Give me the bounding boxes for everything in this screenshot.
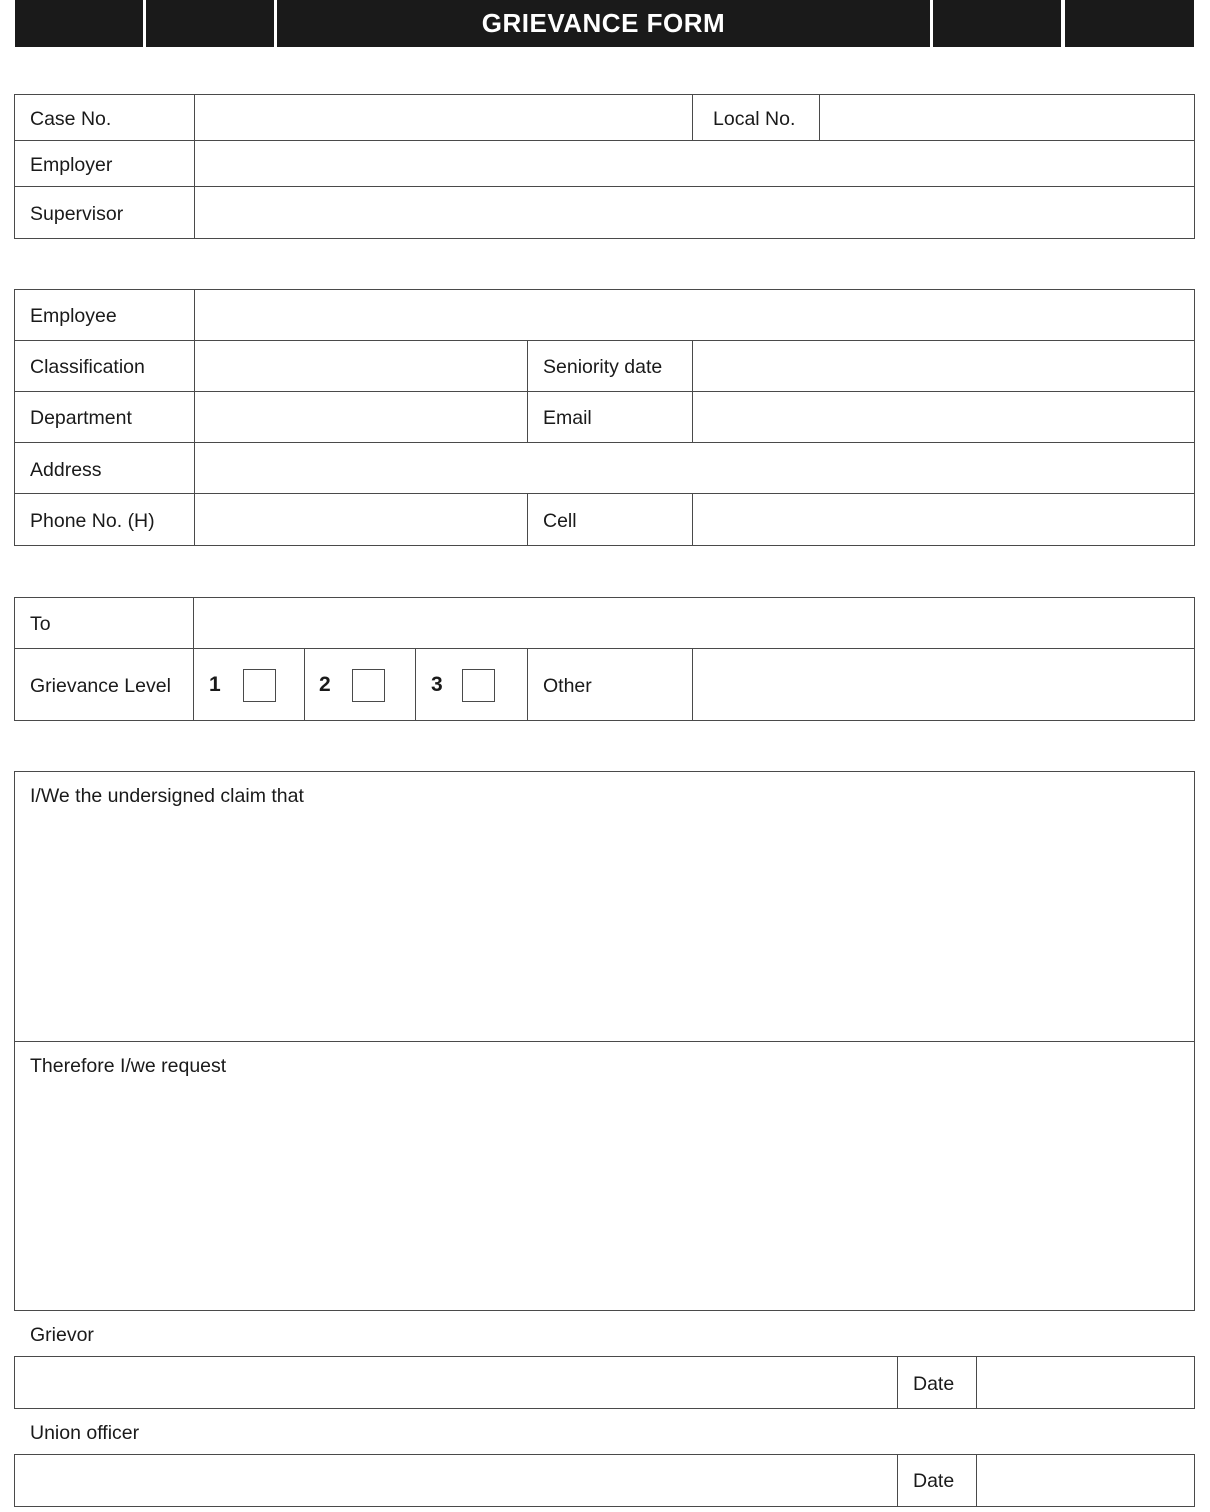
divider: [897, 1454, 898, 1507]
header-bar-segment-4: [933, 0, 1061, 47]
classification-label: Classification: [30, 356, 145, 378]
cell-field[interactable]: [693, 494, 1194, 545]
seniority-date-label: Seniority date: [543, 356, 663, 378]
level-2-number: 2: [319, 673, 331, 696]
level-1-number: 1: [209, 673, 221, 696]
divider: [527, 648, 528, 721]
phone-label: Phone No. (H): [30, 510, 155, 532]
form-title: GRIEVANCE FORM: [277, 0, 930, 47]
other-label: Other: [543, 675, 592, 697]
phone-field[interactable]: [195, 494, 527, 545]
union-officer-label: Union officer: [30, 1422, 140, 1444]
level-1-checkbox[interactable]: [243, 669, 276, 702]
union-officer-date-label: Date: [913, 1470, 955, 1492]
to-label: To: [30, 613, 51, 635]
request-textarea[interactable]: [15, 1085, 1194, 1310]
header-bar-segment-2: [146, 0, 274, 47]
divider: [14, 1041, 1195, 1042]
union-officer-date-field[interactable]: [977, 1455, 1194, 1506]
address-label: Address: [30, 459, 102, 481]
employer-field[interactable]: [195, 141, 1194, 186]
union-officer-signature-field[interactable]: [15, 1455, 897, 1506]
divider: [415, 648, 416, 721]
divider: [527, 493, 528, 546]
divider: [897, 1356, 898, 1409]
grievor-signature-field[interactable]: [15, 1357, 897, 1408]
to-field[interactable]: [194, 598, 1194, 648]
request-label: Therefore I/we request: [30, 1055, 227, 1077]
local-no-field[interactable]: [820, 95, 1194, 140]
grievance-level-label: Grievance Level: [30, 675, 171, 697]
department-label: Department: [30, 407, 132, 429]
other-field[interactable]: [693, 649, 1194, 720]
level-2-checkbox[interactable]: [352, 669, 385, 702]
level-3-number: 3: [431, 673, 443, 696]
case-no-field[interactable]: [195, 95, 692, 140]
header-bar-segment-1: [15, 0, 143, 47]
divider: [527, 340, 528, 443]
email-label: Email: [543, 407, 592, 429]
classification-field[interactable]: [195, 341, 527, 391]
claim-textarea[interactable]: [15, 815, 1194, 1040]
claim-label: I/We the undersigned claim that: [30, 785, 304, 807]
divider: [692, 94, 693, 141]
employer-label: Employer: [30, 154, 113, 176]
supervisor-label: Supervisor: [30, 203, 124, 225]
employee-field[interactable]: [195, 290, 1194, 340]
email-field[interactable]: [693, 392, 1194, 442]
header-bar-segment-5: [1065, 0, 1194, 47]
department-field[interactable]: [195, 392, 527, 442]
grievor-label: Grievor: [30, 1324, 94, 1346]
level-3-checkbox[interactable]: [462, 669, 495, 702]
cell-label: Cell: [543, 510, 577, 532]
supervisor-field[interactable]: [195, 187, 1194, 238]
local-no-label: Local No.: [713, 108, 796, 130]
case-no-label: Case No.: [30, 108, 112, 130]
address-field[interactable]: [195, 443, 1194, 493]
grievor-date-label: Date: [913, 1373, 955, 1395]
grievor-date-field[interactable]: [977, 1357, 1194, 1408]
divider: [304, 648, 305, 721]
employee-label: Employee: [30, 305, 117, 327]
seniority-date-field[interactable]: [693, 341, 1194, 391]
